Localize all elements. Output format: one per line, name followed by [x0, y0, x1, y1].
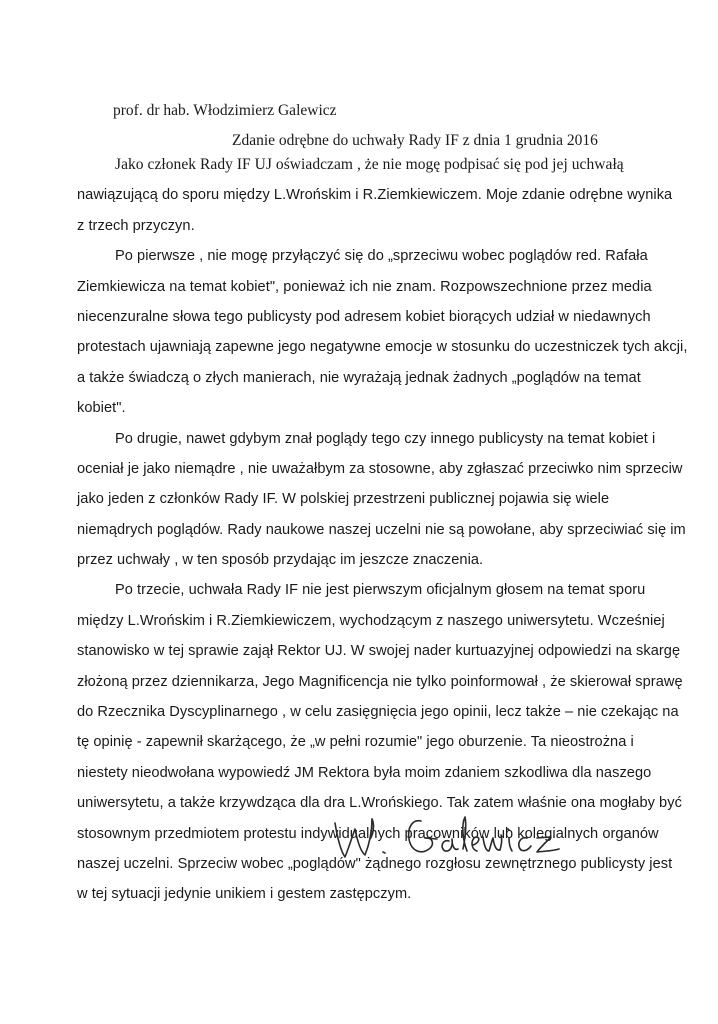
text-line: między L.Wrońskim i R.Ziemkiewiczem, wychodzącym z naszego uniwersytetu. Wcześniej: [77, 612, 665, 629]
text-line: przez uchwały , w ten sposób przydając im jeszcze znaczenia.: [77, 552, 484, 569]
text-line: niestety nieodwołana wypowiedź JM Rektora była moim zdaniem szkodliwa dla naszego: [77, 764, 652, 781]
text-line: niemądrych poglądów. Rady naukowe naszej uczelni nie są powołane, aby sprzeciwiać się im: [77, 521, 686, 538]
text-line: kobiet".: [77, 400, 126, 417]
text-line: jako jeden z członków Rady IF. W polskiej przestrzeni publicznej pojawia się wiele: [77, 491, 610, 508]
text-line: oceniał je jako niemądre , nie uważałbym za stosowne, aby zgłaszać przeciwko nim sprzeciw: [77, 460, 683, 477]
text-line: z trzech przyczyn.: [77, 217, 195, 234]
text-line: niecenzuralne słowa tego publicysty pod adresem kobiet biorących udział w niedawnych: [77, 308, 651, 325]
text-line: złożoną przez dziennikarza, Jego Magnificencja nie tylko poinformował , że skierował sprawę: [77, 673, 683, 690]
text-line: stanowisko w tej sprawie zajął Rektor UJ. W swojej nader kurtuazyjnej odpowiedzi na skargę: [77, 643, 681, 660]
text-line: naszej uczelni. Sprzeciw wobec „poglądów" żądnego rozgłosu zewnętrznego publicysty jest: [77, 855, 673, 872]
text-line: Ziemkiewicza na temat kobiet", ponieważ ich nie znam. Rozpowszechnione przez media: [77, 278, 652, 295]
author-line: prof. dr hab. Włodzimierz Galewicz: [113, 102, 337, 119]
text-line: tę opinię - zapewnił skarżącego, że „w pełni rozumie" jego oburzenie. Ta nieostrożna i: [77, 734, 634, 751]
text-line: do Rzecznika Dyscyplinarnego , w celu zasięgnięcia jego opinii, lecz także – nie czekając na: [77, 704, 679, 721]
handwritten-signature: [325, 805, 575, 870]
text-line: w tej sytuacji jedynie unikiem i gestem zastępczym.: [77, 886, 412, 903]
document-title: Zdanie odrębne do uchwały Rady IF z dnia 1 grudnia 2016: [232, 132, 598, 149]
text-line: Jako członek Rady IF UJ oświadczam , że nie mogę podpisać się pod jej uchwałą: [115, 156, 624, 173]
text-line: nawiązującą do sporu między L.Wrońskim i R.Ziemkiewiczem. Moje zdanie odrębne wynika: [77, 187, 673, 204]
text-line: protestach ujawniają zapewne jego negatywne emocje w stosunku do uczestniczek tych akcji,: [77, 339, 688, 356]
text-line: Po trzecie, uchwała Rady IF nie jest pierwszym oficjalnym głosem na temat sporu: [115, 582, 646, 599]
text-line: Po pierwsze , nie mogę przyłączyć się do „sprzeciwu wobec poglądów red. Rafała: [115, 248, 648, 265]
text-line: Po drugie, nawet gdybym znał poglądy tego czy innego publicysty na temat kobiet i: [115, 430, 656, 447]
text-line: stosownym przedmiotem protestu indywidualnych pracowników lub kolegialnych organów: [77, 825, 659, 842]
text-line: a także świadczą o złych manierach, nie wyrażają jednak żadnych „poglądów na temat: [77, 369, 641, 386]
body-text: [77, 150, 688, 910]
text-line: uniwersytetu, a także krzywdząca dla dra L.Wrońskiego. Tak zatem właśnie ona mogłaby być: [77, 795, 682, 812]
